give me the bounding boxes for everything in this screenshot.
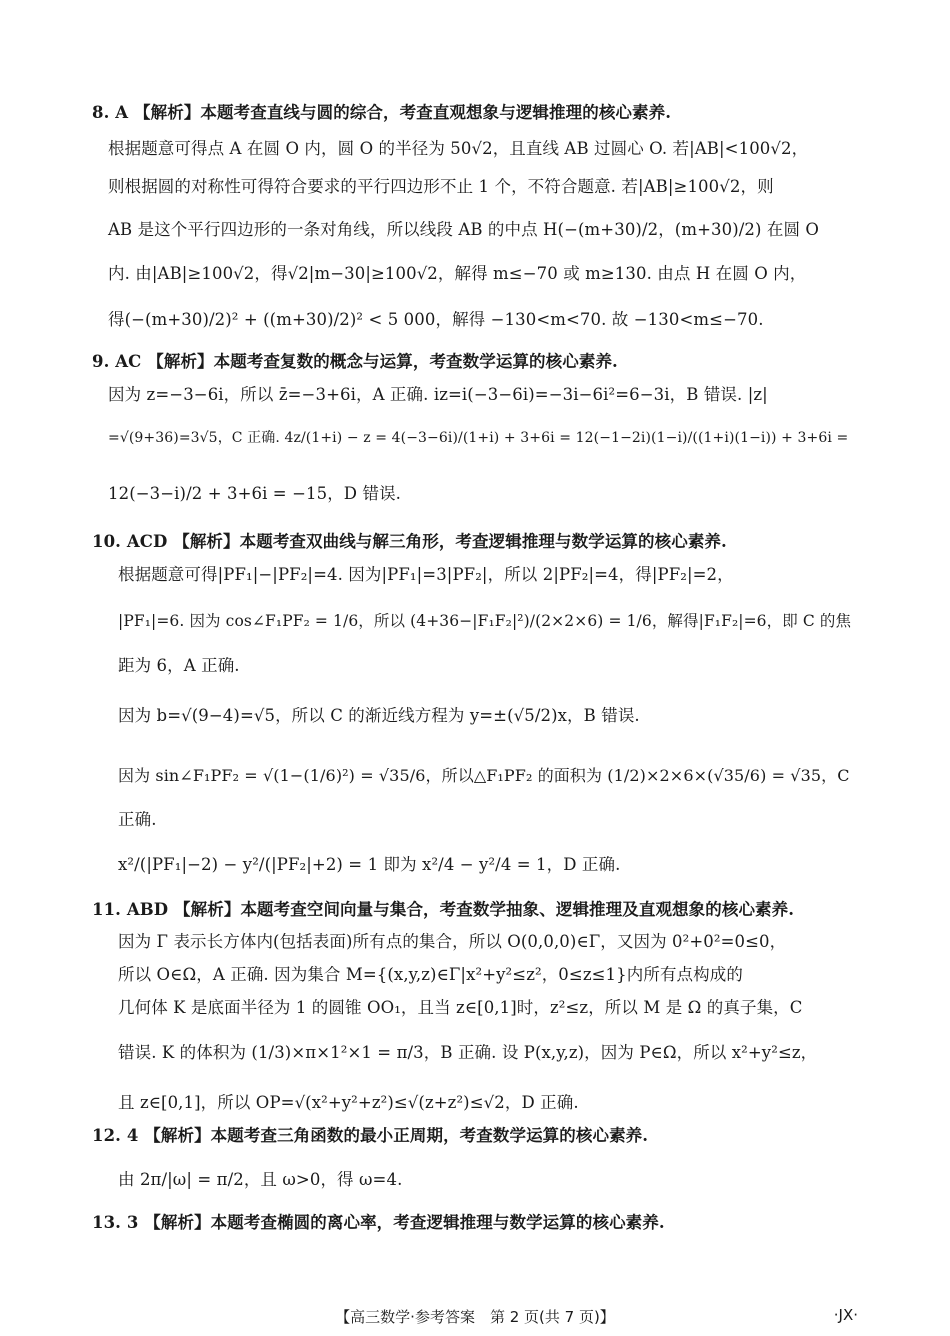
answer-13-heading: 13. 3 【解析】本题考查椭圆的离心率，考查逻辑推理与数学运算的核心素养. [92, 1213, 665, 1232]
answer-10-line-6: 正确. [118, 810, 157, 829]
answer-10-line-4: 因为 b=√(9−4)=√5，所以 C 的渐近线方程为 y=±(√5/2)x，B 错误. [118, 706, 640, 725]
answer-12-line-1: 由 2π/|ω| = π/2，且 ω>0，得 ω=4. [118, 1170, 403, 1189]
answer-11-heading: 11. ABD 【解析】本题考查空间向量与集合，考查数学抽象、逻辑推理及直观想象的核心素养. [92, 900, 795, 919]
answer-8-line-5: 得(−(m+30)/2)² + ((m+30)/2)² < 5 000，解得 −130<m<70. 故 −130<m≤−70. [108, 310, 764, 329]
answer-11-line-3: 几何体 K 是底面半径为 1 的圆锥 OO₁，且当 z∈[0,1]时，z²≤z，所以 M 是 Ω 的真子集，C [118, 998, 803, 1017]
answer-10-line-5: 因为 sin∠F₁PF₂ = √(1−(1/6)²) = √35/6，所以△F₁PF₂ 的面积为 (1/2)×2×6×(√35/6) = √35，C [118, 766, 850, 785]
answer-11-line-2: 所以 O∈Ω，A 正确. 因为集合 M={(x,y,z)∈Γ|x²+y²≤z²，0≤z≤1}内所有点构成的 [118, 965, 743, 984]
answer-9-line-1: 因为 z=−3−6i，所以 z̄=−3+6i，A 正确. iz=i(−3−6i)=−3i−6i²=6−3i，B 错误. |z| [108, 385, 768, 404]
answer-8-line-3: AB 是这个平行四边形的一条对角线，所以线段 AB 的中点 H(−(m+30)/2，(m+30)/2) 在圆 O [108, 220, 820, 239]
answer-8-line-4: 内. 由|AB|≥100√2，得√2|m−30|≥100√2，解得 m≤−70 或 m≥130. 由点 H 在圆 O 内， [108, 264, 807, 283]
page-footer: 【高三数学·参考答案 第 2 页(共 7 页)】 [335, 1308, 615, 1326]
answer-11-line-1: 因为 Γ 表示长方体内(包括表面)所有点的集合，所以 O(0,0,0)∈Γ，又因为 0²+0²=0≤0， [118, 932, 787, 951]
answer-10-line-2: |PF₁|=6. 因为 cos∠F₁PF₂ = 1/6，所以 (4+36−|F₁F₂|²)/(2×2×6) = 1/6，解得|F₁F₂|=6，即 C 的焦 [118, 612, 852, 630]
answer-8-line-1: 根据题意可得点 A 在圆 O 内，圆 O 的半径为 50√2，且直线 AB 过圆心 O. 若|AB|<100√2， [108, 139, 809, 158]
answer-8-line-2: 则根据圆的对称性可得符合要求的平行四边形不止 1 个，不符合题意. 若|AB|≥100√2，则 [108, 177, 774, 196]
answer-9-heading: 9. AC 【解析】本题考查复数的概念与运算，考查数学运算的核心素养. [92, 352, 618, 371]
answer-11-line-5: 且 z∈[0,1]，所以 OP=√(x²+y²+z²)≤√(z+z²)≤√2，D 正确. [118, 1093, 579, 1112]
answer-10-line-3: 距为 6，A 正确. [118, 656, 240, 675]
answer-9-line-3: 12(−3−i)/2 + 3+6i = −15，D 错误. [108, 484, 402, 503]
answer-8-heading: 8. A 【解析】本题考查直线与圆的综合，考查直观想象与逻辑推理的核心素养. [92, 103, 672, 122]
answer-12-heading: 12. 4 【解析】本题考查三角函数的最小正周期，考查数学运算的核心素养. [92, 1126, 649, 1145]
answer-11-line-4: 错误. K 的体积为 (1/3)×π×1²×1 = π/3，B 正确. 设 P(x,y,z)，因为 P∈Ω，所以 x²+y²≤z， [118, 1043, 818, 1062]
answer-9-line-2: =√(9+36)=3√5，C 正确. 4z/(1+i) − z = 4(−3−6i)/(1+i) + 3+6i = 12(−1−2i)(1−i)/((1+i)(1−i)) + 3+6i = [108, 430, 849, 446]
answer-10-heading: 10. ACD 【解析】本题考查双曲线与解三角形，考查逻辑推理与数学运算的核心素养. [92, 532, 727, 551]
answer-10-line-1: 根据题意可得|PF₁|−|PF₂|=4. 因为|PF₁|=3|PF₂|，所以 2|PF₂|=4，得|PF₂|=2， [118, 565, 734, 584]
answer-10-line-7: x²/(|PF₁|−2) − y²/(|PF₂|+2) = 1 即为 x²/4 − y²/4 = 1，D 正确. [118, 855, 621, 874]
footer-region-code: ·JX· [833, 1306, 858, 1324]
